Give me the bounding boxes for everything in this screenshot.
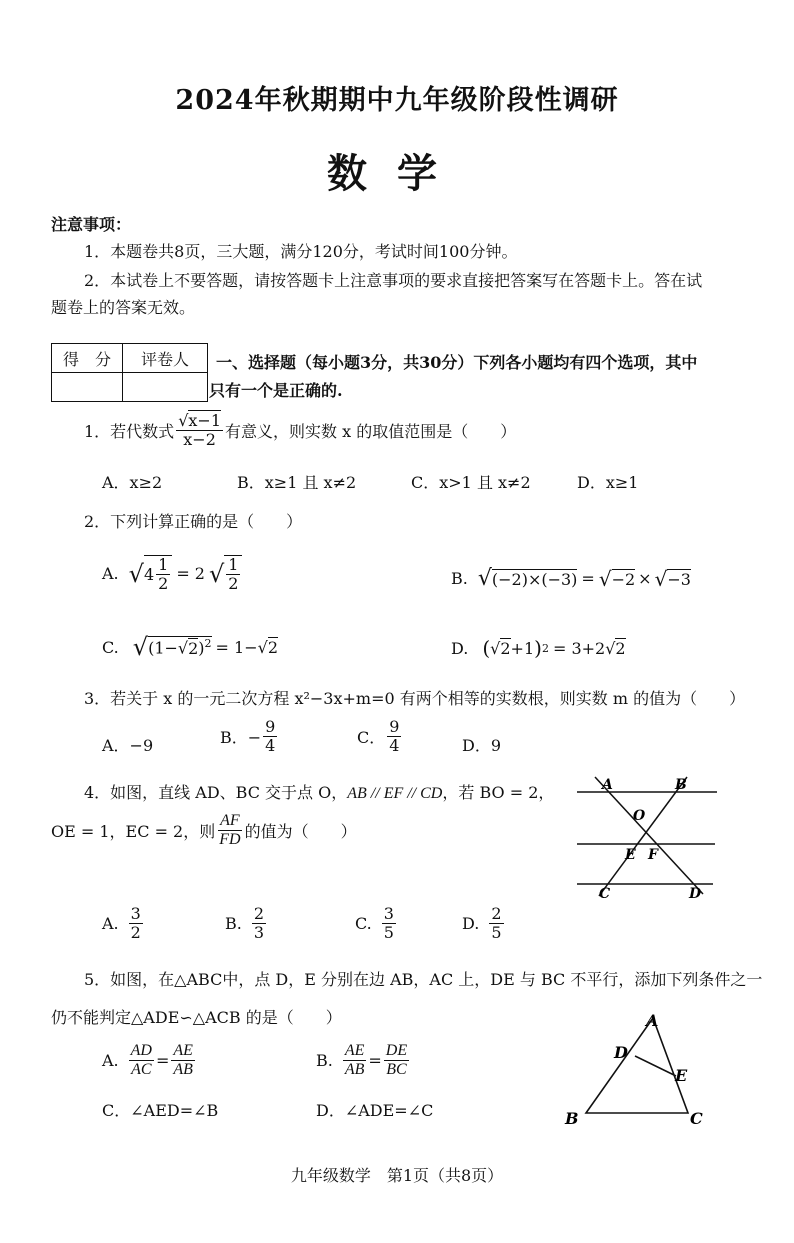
line-ad [595,777,703,894]
radical-icon: √ [208,559,225,588]
question-1-stem [84,412,516,448]
q1-fraction [176,412,223,448]
q4-d-den: 5 [491,922,502,942]
q2-b-r2: −3 [667,569,691,589]
q4-line1-post: ，若 BO = 2， [442,783,555,802]
q5-b-eq: = [368,1050,382,1070]
q5-b-d1: AB [344,1060,365,1078]
q3-option-a: A．−9 [102,736,154,755]
q2-a-whole: 4 [143,564,155,584]
question-4-line1 [84,780,554,803]
section1-heading-line2: 只有一个是正确的. [209,381,343,400]
q3-b-den: 4 [265,735,276,755]
q2-a-num: 1 [158,555,169,574]
q2-d-in: 2 [500,639,511,658]
question-3-stem: 3．若关于 x 的一元二次方程 x²−3x+m=0 有两个相等的实数根，则实数 m 的值为（ ） [84,689,746,708]
q4-frac-den: FD [219,830,241,848]
q1-fraction-num: √x−1 [178,411,221,430]
fig4-label-c: C [599,886,611,902]
radical-icon: √ [477,566,492,591]
q3-b-label: B．− [220,727,262,747]
q2-a-radicand [144,555,172,592]
subject-title: 数学 [327,150,467,197]
radical-icon: √ [257,637,268,657]
q5-a-eq: = [155,1050,170,1070]
q5-a-n2: AE [173,1042,193,1059]
q3-option-b [220,718,279,754]
q2-d-label: D. [451,638,469,658]
score-cell [52,373,123,402]
notes-item-2-line1: 2．本试卷上不要答题，请按答题卡上注意事项的要求直接把答案写在答题卡上。答在试 [84,271,703,290]
q2-c-label: C. [102,637,119,657]
q5-figure [558,1008,718,1130]
fig4-label-d: D [689,886,702,902]
fig5-label-d: D [614,1043,628,1062]
notes-item-1: 1．本题卷共8页，三大题，满分120分，考试时间100分钟。 [84,242,518,261]
fig4-label-o: O [633,808,646,824]
fig4-label-b: B [675,777,687,793]
fig5-label-b: B [565,1109,579,1128]
radical-icon: √ [654,566,668,591]
q2-option-d: D. ( √ 2 +1 ) 2 = 3+2 √ 2 [451,636,626,660]
q2-b-times: × [638,569,652,588]
notes-item-2-line2: 题卷上的答案无效。 [51,298,196,317]
radical-icon: √ [490,638,501,658]
q4-figure [575,772,725,902]
q2-c-exp: 2 [204,637,212,651]
q4-a-num: 3 [130,904,141,923]
radical-icon: √ [128,559,144,588]
q4-option-b [225,905,268,941]
fig5-label-e: E [675,1066,688,1085]
q2-b-eq: = [581,569,595,588]
q4-d-label: D. [462,913,480,933]
fig4-label-f: F [648,847,658,863]
q4-frac-num: AF [220,812,240,829]
q1-option-b: B．x≥1 且 x≠2 [237,473,357,492]
question-4-line2 [51,812,357,848]
q1-num-radicand: x−1 [188,411,221,430]
q5-option-c: C．∠AED=∠B [102,1101,219,1120]
radical-icon: √ [605,638,616,658]
q5-b-label: B. [316,1050,333,1070]
question-5-line1: 5．如图，在△ABC中，点 D，E 分别在边 AB，AC 上，DE 与 BC 不平行，添加下列条件之一 [84,970,763,989]
fig4-label-e: E [625,847,636,863]
q2-b-r1: −2 [611,569,636,589]
q2-a-eq: = 2 [176,564,205,584]
fig4-label-a: A [602,777,613,793]
q5-a-d1: AC [131,1060,152,1078]
q2-a-num2: 1 [228,555,239,574]
radical-icon: √ [598,566,612,591]
q4-relation: AB // EF // CD [347,785,443,802]
question-2-stem: 2．下列计算正确的是（ ） [84,512,303,531]
q4-line2-post: 的值为（ ） [244,821,357,841]
grader-label: 评卷人 [123,344,208,373]
q2-d-eq: = 3+2 [552,638,606,658]
notes-heading: 注意事项： [51,215,132,234]
score-box [51,343,208,402]
q2-c-in2: 2 [188,638,199,658]
q2-c-eq: = 1− [215,637,258,657]
q5-a-n1: AD [130,1042,152,1059]
q3-c-label: C． [357,727,386,747]
q1-option-d: D．x≥1 [577,473,639,492]
q3-option-d: D．9 [462,736,502,755]
q4-c-den: 5 [383,922,394,942]
q1-pre: 1．若代数式 [84,421,175,441]
q2-option-c [102,633,278,661]
q3-option-c [357,718,403,754]
triangle-abc [586,1018,688,1113]
q1-post: 有意义，则实数 x 的取值范围是（ ） [225,421,517,441]
q3-b-num: 9 [265,717,276,736]
q4-b-label: B. [225,913,242,933]
q4-d-num: 2 [491,904,502,923]
score-label: 得 分 [52,344,123,373]
question-5-line2: 仍不能判定△ADE∽△ACB 的是（ ） [51,1008,342,1027]
q5-a-label: A. [102,1050,119,1070]
q2-d-plus: +1 [510,638,535,658]
q2-option-b [451,566,691,591]
q2-a-den2: 2 [228,573,239,593]
q5-b-n1: AE [344,1042,365,1059]
q3-c-den: 4 [389,735,400,755]
q2-c-in: 1− [154,638,178,658]
page-footer: 九年级数学 第1页（共8页） [290,1166,504,1185]
q2-a-den: 2 [158,573,169,593]
q5-option-d: D．∠ADE=∠C [316,1101,434,1120]
q2-a-label: A. [102,564,119,584]
q4-a-den: 2 [130,922,141,942]
q2-c-r: 2 [267,638,279,657]
q3-c-num: 9 [389,717,400,736]
q5-b-d2: BC [386,1060,407,1078]
q2-b-radicand: (−2)×(−3) [491,569,578,589]
q5-b-n2: DE [385,1042,408,1059]
q4-option-a [102,905,145,941]
q1-fraction-den: x−2 [183,429,216,449]
q4-option-c [355,905,398,941]
q4-c-num: 3 [383,904,394,923]
q2-option-a [102,555,242,592]
q5-a-d2: AB [173,1060,193,1078]
exam-title: 2024年秋期期中九年级阶段性调研 [175,85,619,116]
q4-line1-pre: 4．如图，直线 AD、BC 交于点 O， [84,783,348,802]
q4-c-label: C. [355,913,372,933]
fig5-label-c: C [690,1109,703,1128]
q5-option-a [102,1042,197,1078]
q1-option-a: A．x≥2 [102,473,163,492]
q5-option-b [316,1042,411,1078]
q4-b-num: 2 [253,904,265,923]
section1-heading: 一、选择题（每小题3分，共30分）下列各小题均有四个选项，其中 [216,353,698,372]
radical-icon: √ [132,633,149,661]
fig5-label-a: A [646,1011,659,1030]
q4-option-d [462,905,506,941]
q2-d-r: 2 [615,639,626,658]
grader-cell [123,373,208,402]
q2-b-label: B. [451,569,468,588]
q4-line2-pre: OE = 1，EC = 2，则 [51,821,216,841]
q4-b-den: 3 [253,922,265,942]
q4-a-label: A. [102,913,119,933]
q2-c-radicand: $(1-√2)^2$ [148,637,212,658]
q2-d-exp: 2 [541,641,549,655]
q1-option-c: C．x>1 且 x≠2 [411,473,531,492]
